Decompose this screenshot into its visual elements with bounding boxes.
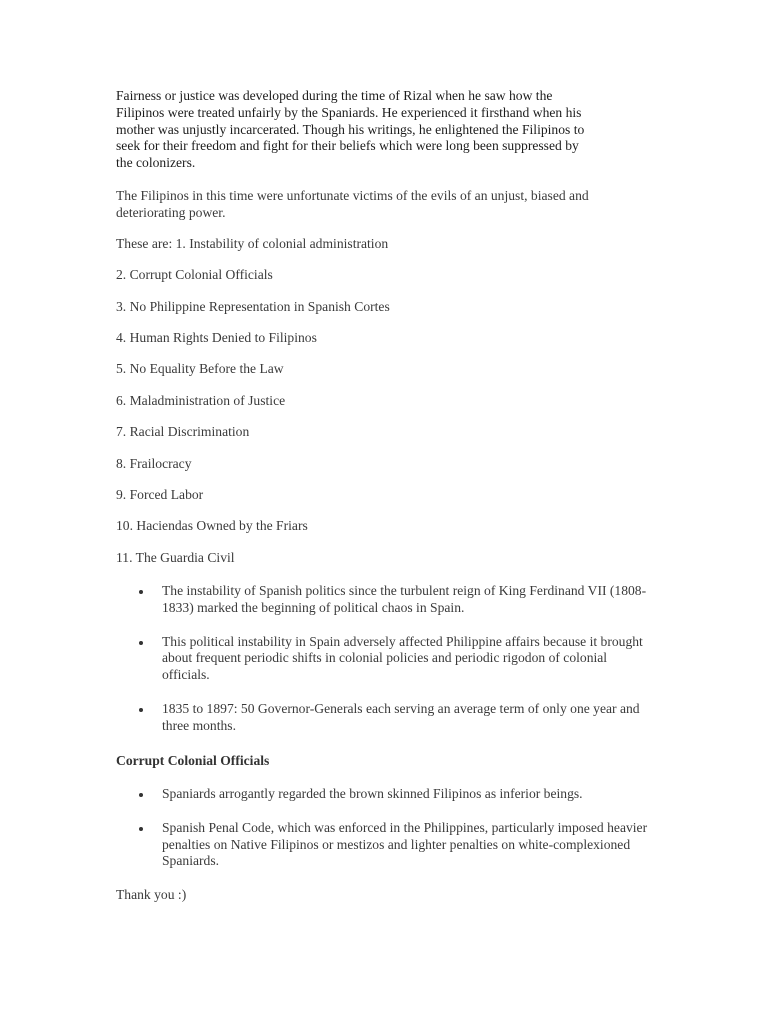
bullet-icon (139, 708, 143, 712)
list-item: 11. The Guardia Civil (116, 550, 235, 565)
bullet-item (116, 634, 656, 684)
bullet-icon (139, 827, 143, 831)
instability-bullet-list (116, 583, 656, 735)
list-item: 6. Maladministration of Justice (116, 393, 286, 408)
bullet-icon (139, 641, 143, 645)
bullet-icon (139, 590, 143, 594)
bullet-text: This political instability in Spain adversely affected Philippine affairs because it brought about frequent periodic shifts in colonial policies and periodic rigodon of colonial officials. (162, 633, 643, 683)
list-item: These are: 1. Instability of colonial administration (116, 236, 389, 251)
list-item: 9. Forced Labor (116, 487, 204, 502)
list-item: 2. Corrupt Colonial Officials (116, 267, 273, 282)
victims-paragraph: The Filipinos in this time were unfortunate victims of the evils of an unjust, biased and deteriorating power. (116, 188, 589, 220)
list-item: 5. No Equality Before the Law (116, 361, 284, 376)
bullet-text: Spaniards arrogantly regarded the brown skinned Filipinos as inferior beings. (162, 786, 583, 801)
bullet-text: Spanish Penal Code, which was enforced in the Philippines, particularly imposed heavier penalties on Native Filipinos or mestizos and lighter penalties on white-complexioned Spaniards. (162, 819, 648, 869)
bullet-item (116, 701, 656, 735)
list-item: 8. Frailocracy (116, 456, 192, 471)
bullet-item (116, 820, 656, 870)
list-item: 10. Haciendas Owned by the Friars (116, 518, 308, 533)
list-item: 7. Racial Discrimination (116, 424, 250, 439)
list-item: 3. No Philippine Representation in Spanish Cortes (116, 299, 390, 314)
bullet-item (116, 786, 656, 803)
bullet-item (116, 583, 656, 617)
intro-paragraph: Fairness or justice was developed during the time of Rizal when he saw how the Filipinos were treated unfairly by the Spaniards. He experienced it firsthand when his mother was unjustly incarcerated. Though his writings, he enlightened the Filipinos to seek for their freedom and fight for their beliefs which were long been suppressed by the colonizers. (116, 88, 585, 171)
closing-line: Thank you :) (116, 887, 187, 902)
section-heading: Corrupt Colonial Officials (116, 753, 270, 768)
list-item: 4. Human Rights Denied to Filipinos (116, 330, 317, 345)
bullet-text: 1835 to 1897: 50 Governor-Generals each serving an average term of only one year and three months. (162, 700, 640, 733)
bullet-text: The instability of Spanish politics since the turbulent reign of King Ferdinand VII (1808-1833) marked the beginning of political chaos in Spain. (162, 583, 647, 615)
corrupt-bullet-list (116, 786, 656, 870)
bullet-icon (139, 793, 143, 797)
